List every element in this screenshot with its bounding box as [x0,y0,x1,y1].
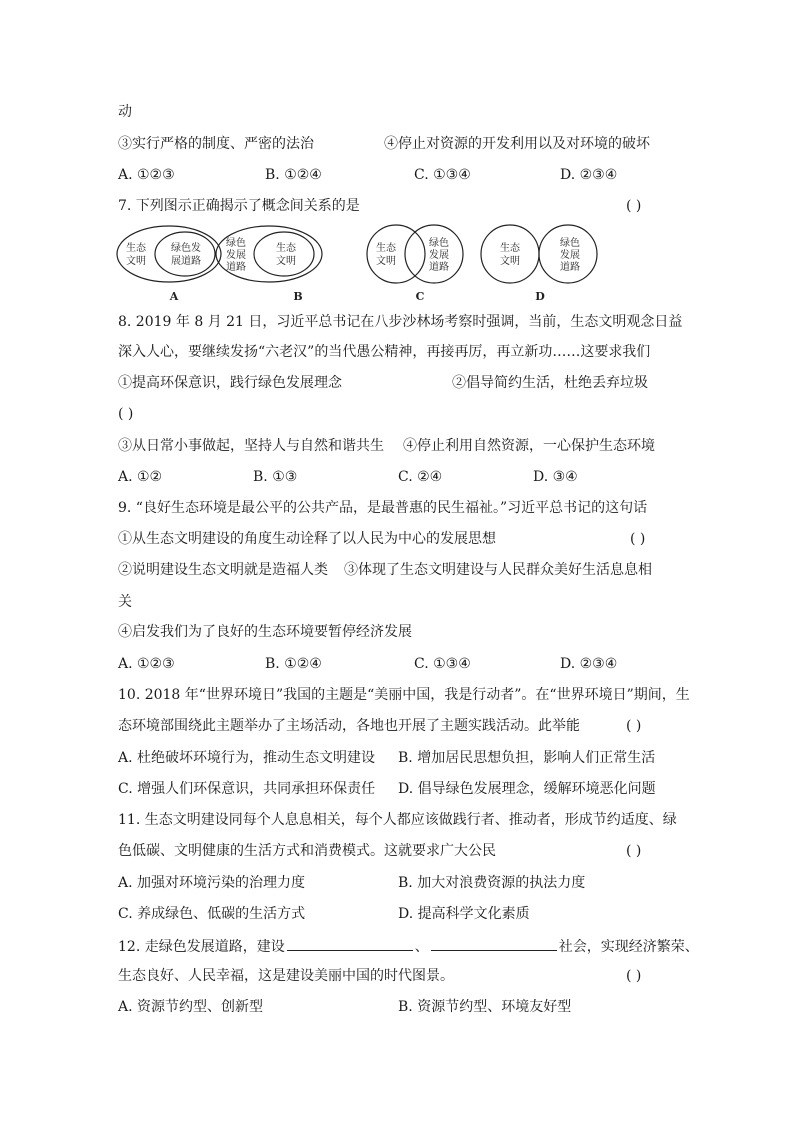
q7-stem: 7. 下列图示正确揭示了概念间关系的是 [118,198,360,214]
q10-choice-c[interactable]: C. 增强人们环保意识，共同承担环保责任 [118,781,376,797]
q8-option-4: ④停止利用自然资源，一心保护生态环境 [403,438,655,454]
diagram-c-left-label-1: 生态 [376,243,396,254]
q9-choice-d[interactable]: D. ②③④ [560,656,618,672]
diagram-d-right-label-1: 绿色 [560,238,580,249]
q9-option-3-continuation: 关 [118,594,132,610]
q11-stem-line-2: 色低碳、文明健康的生活方式和消费模式。这就要求广大公民 [118,843,496,859]
diagram-a-letter: A [169,290,179,303]
q12-stem-prefix: 12. 走绿色发展道路，建设 [118,939,285,955]
q6-choice-c[interactable]: C. ①③④ [414,167,471,183]
diagram-a-inner-ellipse [155,232,215,276]
q8-stem-line-2: 深入人心，要继续发扬“六老汉”的当代愚公精神，再接再厉，再立新功……这要求我们 [118,344,651,360]
q12-blank-1[interactable] [287,936,413,951]
diagram-a-inner-label-2: 展道路 [171,256,201,267]
q6-choice-a[interactable]: A. ①②③ [118,167,175,183]
q8-choice-d[interactable]: D. ③④ [533,469,578,485]
q8-option-1: ①提高环保意识，践行绿色发展理念 [118,375,342,391]
q6-option-4: ④停止对资源的开发利用以及对环境的破坏 [384,136,650,152]
q9-choice-a[interactable]: A. ①②③ [118,656,175,672]
q10-stem-line-2: 态环境部围绕此主题举办了主场活动，各地也开展了主题实践活动。此举能 [118,718,580,734]
q9-answer-paren[interactable]: ( ) [630,531,646,547]
q8-answer-paren[interactable]: ( ) [118,406,134,422]
q12-stem-line-1 [118,936,699,957]
q12-stem-suffix: 社会，实现经济繁荣、 [558,939,699,955]
q11-choice-d[interactable]: D. 提高科学文化素质 [398,906,530,922]
q8-choice-b[interactable]: B. ①③ [253,469,298,485]
q12-blank-2[interactable] [431,936,557,951]
q12-choice-a[interactable]: A. 资源节约型、创新型 [118,999,264,1015]
diagram-b-letter: B [293,290,303,303]
diagram-d-left-label-2: 文明 [500,256,520,267]
q12-stem-separator: 、 [414,939,429,955]
diagram-b-outer-label-1: 绿色 [226,238,246,249]
q12-choice-b[interactable]: B. 资源节约型、环境友好型 [398,999,572,1015]
diagram-d-letter: D [535,290,545,303]
diagram-b-outer-label-2: 发展 [226,250,246,261]
q8-choice-c[interactable]: C. ②④ [398,469,443,485]
q6-choice-b[interactable]: B. ①②④ [265,167,322,183]
q7-concept-diagrams [112,222,632,304]
diagram-c-right-label-3: 道路 [429,262,449,273]
q11-choice-a[interactable]: A. 加强对环境污染的治理力度 [118,875,306,891]
diagram-d-right-label-2: 发展 [560,250,580,261]
q10-choice-a[interactable]: A. 杜绝破坏环境行为，推动生态文明建设 [118,750,376,766]
q6-continuation: 动 [118,104,132,120]
q10-choice-d[interactable]: D. 倡导绿色发展理念，缓解环境恶化问题 [398,781,656,797]
q11-answer-paren[interactable]: ( ) [626,843,642,859]
q8-choice-a[interactable]: A. ①② [118,469,163,485]
diagram-a-outer-label-1: 生态 [126,243,146,254]
q9-option-1: ①从生态文明建设的角度生动诠释了以人民为中心的发展思想 [118,531,496,547]
q9-choice-c[interactable]: C. ①③④ [414,656,471,672]
q6-choice-d[interactable]: D. ②③④ [560,167,618,183]
q8-stem-line-1: 8. 2019 年 8 月 21 日，习近平总书记在八步沙林场考察时强调，当前，生态文明观念日益 [118,314,683,330]
q12-answer-paren[interactable]: ( ) [626,968,642,984]
diagram-b-inner-ellipse [254,232,314,276]
q9-option-4: ④启发我们为了良好的生态环境要暂停经济发展 [118,624,412,640]
diagram-b-inner-label-1: 生态 [276,243,296,254]
diagram-c-left-circle [367,225,425,283]
q11-stem-line-1: 11. 生态文明建设同每个人息息相关，每个人都应该做践行者、推动者，形成节约适度、绿 [118,812,677,828]
diagram-a-inner-label-1: 绿色发 [171,243,201,254]
diagram-c-right-label-1: 绿色 [429,238,449,249]
diagram-a-outer-label-2: 文明 [126,256,146,267]
q10-answer-paren[interactable]: ( ) [626,718,642,734]
q11-choice-b[interactable]: B. 加大对浪费资源的执法力度 [398,875,586,891]
q7-answer-paren[interactable]: ( ) [626,198,642,214]
diagram-d-right-label-3: 道路 [560,262,580,273]
diagram-b-outer-label-3: 道路 [226,262,246,273]
q10-choice-b[interactable]: B. 增加居民思想负担，影响人们正常生活 [398,750,656,766]
q6-option-3: ③实行严格的制度、严密的法治 [118,136,314,152]
q12-stem-line-2: 生态良好、人民幸福，这是建设美丽中国的时代图景。 [118,968,454,984]
diagram-c-right-label-2: 发展 [429,250,449,261]
q8-option-2: ②倡导简约生活，杜绝丢弃垃圾 [452,375,648,391]
diagram-a-outer-ellipse [117,226,221,282]
q9-choice-b[interactable]: B. ①②④ [265,656,322,672]
q9-option-2: ②说明建设生态文明就是造福人类 [118,562,328,578]
q8-option-3: ③从日常小事做起，坚持人与自然和谐共生 [118,438,384,454]
diagram-d-left-circle [481,225,539,283]
diagram-c-left-label-2: 文明 [376,256,396,267]
q11-choice-c[interactable]: C. 养成绿色、低碳的生活方式 [118,906,306,922]
diagram-c-letter: C [415,290,425,303]
q10-stem-line-1: 10. 2018 年“世界环境日”我国的主题是“美丽中国，我是行动者”。在“世界环境日”期间，生 [118,687,690,703]
diagram-b-inner-label-2: 文明 [276,256,296,267]
q9-stem: 9. “良好生态环境是最公平的公共产品，是最普惠的民生福祉。”习近平总书记的这句话 [118,500,648,516]
q9-option-3: ③体现了生态文明建设与人民群众美好生活息息相 [344,562,652,578]
diagram-d-left-label-1: 生态 [500,243,520,254]
